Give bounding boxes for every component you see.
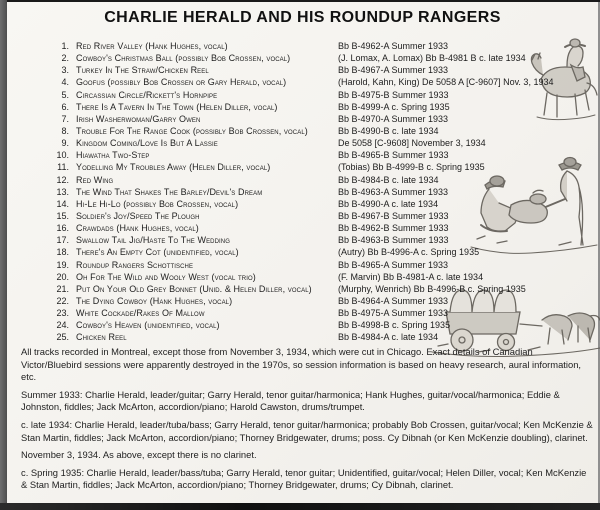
session-note-paragraph: All tracks recorded in Montreal, except those from November 3, 1934, which were cut in Chicago. Exact details of Canadian Victor/Bluebird sessions were apparently destroyed in the 1970s, so session information is based on heavy research, aural information, etc. — [21, 346, 582, 383]
track-issue-and-date: (F. Marvin) Bb B-4981-A c. late 1934 — [338, 271, 484, 282]
scan-edge-bottom — [0, 503, 600, 510]
track-row — [7, 320, 598, 332]
track-row — [7, 150, 598, 162]
track-issue-and-date: Bb B-4984-A c. late 1934 — [338, 332, 439, 343]
track-title: Cowboy's Heaven (unidentified, vocal) — [76, 320, 220, 331]
scan-edge-top — [0, 0, 600, 2]
track-issue-and-date: Bb B-4999-A c. Spring 1935 — [338, 101, 450, 112]
track-title: White Cockade/Rakes Of Mallow — [76, 308, 205, 319]
track-title: Oh For The Wild and Wooly West (vocal trio) — [76, 271, 256, 282]
cd-tray-card-scan — [7, 2, 598, 503]
scan-edge-left — [0, 0, 7, 510]
track-title: Chicken Reel — [76, 332, 127, 343]
track-title: Put On Your Old Grey Bonnet (Unid. & Helen Diller, vocal) — [76, 283, 312, 294]
track-issue-and-date: Bb B-4970-A Summer 1933 — [338, 113, 449, 124]
track-row — [7, 90, 598, 102]
track-number: 21. — [56, 283, 69, 294]
track-title: Yodelling My Troubles Away (Helen Diller, vocal) — [76, 162, 271, 173]
track-issue-and-date: (Tobias) Bb B-4999-B c. Spring 1935 — [338, 162, 485, 173]
track-issue-and-date: Bb B-4998-B c. Spring 1935 — [338, 320, 451, 331]
track-issue-and-date: Bb B-4964-A Summer 1933 — [338, 295, 449, 306]
track-issue-and-date: Bb B-4975-B Summer 1933 — [338, 89, 449, 100]
track-number: 8. — [61, 125, 69, 136]
track-number: 25. — [56, 332, 69, 343]
track-issue-and-date: Bb B-4962-B Summer 1933 — [338, 223, 449, 234]
track-number: 13. — [56, 186, 69, 197]
track-number: 12. — [56, 174, 69, 185]
track-number: 1. — [61, 41, 69, 51]
track-title: Irish Washerwoman/Garry Owen — [76, 113, 201, 124]
track-issue-and-date: Bb B-4967-A Summer 1933 — [338, 65, 449, 76]
track-number: 20. — [56, 271, 69, 282]
page-title: CHARLIE HERALD AND HIS ROUNDUP RANGERS — [104, 9, 501, 26]
track-title: Cowboy's Christmas Ball (possibly Bob Crossen, vocal) — [76, 53, 291, 64]
track-issue-and-date: Bb B-4990-B c. late 1934 — [338, 125, 439, 136]
track-title: Red Wing — [76, 174, 114, 185]
track-title: Hiawatha Two-Step — [76, 150, 150, 161]
track-title: Turkey In The Straw/Chicken Reel — [76, 65, 209, 76]
track-row — [7, 260, 598, 272]
session-notes — [21, 346, 593, 497]
session-note-paragraph: c. Spring 1935: Charlie Herald, leader/bass/tuba; Garry Herald, tenor guitar; Unidentified, guitar/vocal; Helen Diller, vocal; Ken McKenzie & Stan Martin, fiddles; Jack McArton, accordion/piano; Thorney Bridgewater, drums; Cy Dibnah, clarinet. — [21, 466, 587, 491]
track-row — [7, 65, 598, 77]
track-issue-and-date: Bb B-4967-B Summer 1933 — [338, 210, 449, 221]
session-note-paragraph: c. late 1934: Charlie Herald, leader/tuba/bass; Garry Herald, tenor guitar/harmonica; probably Bob Crossen, guitar/vocal; Ken McKenzie & Stan Martin, fiddles; Jack McArton, accordion/piano; Thorney Bridgewater, drums; poss. Cy Dibnah (or Ken McKenzie doubling), clarinet. — [21, 418, 593, 443]
track-row — [7, 114, 598, 126]
track-number: 19. — [56, 259, 69, 270]
track-row — [7, 308, 598, 320]
track-issue-and-date: Bb B-4963-A Summer 1933 — [338, 186, 449, 197]
track-title: There Is A Tavern In The Town (Helen Diller, vocal) — [76, 101, 278, 112]
track-title: Circassian Circle/Rickett's Hornpipe — [76, 89, 218, 100]
track-row — [7, 187, 598, 199]
track-title: Roundup Rangers Schottische — [76, 259, 194, 270]
track-number: 5. — [61, 89, 69, 100]
track-title: Hi-Le Hi-Lo (possibly Bob Crossen, vocal) — [76, 198, 239, 209]
track-row — [7, 296, 598, 308]
track-number: 2. — [61, 53, 69, 64]
track-number: 16. — [56, 223, 69, 234]
track-number: 3. — [61, 65, 69, 76]
track-row — [7, 199, 598, 211]
track-issue-and-date: (Murphy, Wenrich) Bb B-4996-B c. Spring 1935 — [338, 283, 526, 294]
track-number: 6. — [61, 101, 69, 112]
track-row — [7, 162, 598, 174]
track-number: 10. — [56, 150, 69, 161]
track-title: Goofus (possibly Bob Crossen or Gary Herald, vocal) — [76, 77, 287, 88]
track-number: 17. — [56, 235, 69, 246]
track-list — [7, 41, 598, 345]
track-row — [7, 247, 598, 259]
track-title: The Dying Cowboy (Hank Hughes, vocal) — [76, 295, 233, 306]
track-number: 11. — [57, 162, 69, 173]
track-number: 23. — [56, 308, 69, 319]
track-row — [7, 41, 598, 53]
track-issue-and-date: Bb B-4975-A Summer 1933 — [338, 308, 449, 319]
track-row — [7, 272, 598, 284]
track-number: 18. — [56, 247, 69, 258]
track-issue-and-date: Bb B-4965-B Summer 1933 — [338, 150, 449, 161]
track-row — [7, 284, 598, 296]
track-issue-and-date: Bb B-4963-B Summer 1933 — [338, 235, 449, 246]
track-row — [7, 138, 598, 150]
track-title: Soldier's Joy/Speed The Plough — [76, 210, 200, 221]
track-number: 15. — [56, 210, 69, 221]
track-row — [7, 235, 598, 247]
track-row — [7, 102, 598, 114]
track-row — [7, 77, 598, 89]
track-issue-and-date: (J. Lomax, A. Lomax) Bb B-4981 B c. late 1934 — [338, 53, 526, 64]
track-issue-and-date: (Harold, Kahn, King) De 5058 A [C-9607] Nov. 3, 1934 — [338, 77, 554, 88]
track-row — [7, 175, 598, 187]
track-issue-and-date: Bb B-4984-B c. late 1934 — [338, 174, 439, 185]
track-title: There's An Empty Cot (unidentified, vocal) — [76, 247, 239, 258]
track-row — [7, 211, 598, 223]
session-note-paragraph: Summer 1933: Charlie Herald, leader/guitar; Garry Herald, tenor guitar/harmonica; Hank Hughes, guitar/vocal/harmonica; Eddie & Johnston, fiddles; Jack McArton, accordion/piano; Harold Cawston, drums/trumpet. — [21, 388, 560, 413]
track-title: Red River Valley (Hank Hughes, vocal) — [76, 41, 228, 51]
track-title: Trouble For The Range Cook (possibly Bob Crossen, vocal) — [76, 125, 308, 136]
track-issue-and-date: (Autry) Bb B-4996-A c. Spring 1935 — [338, 247, 480, 258]
track-number: 9. — [61, 138, 69, 149]
track-issue-and-date: Bb B-4990-A c. late 1934 — [338, 198, 439, 209]
track-number: 7. — [61, 113, 69, 124]
track-title: Swallow Tail Jig/Haste To The Wedding — [76, 235, 230, 246]
track-row — [7, 223, 598, 235]
track-issue-and-date: De 5058 [C-9608] November 3, 1934 — [338, 138, 486, 149]
track-number: 4. — [61, 77, 69, 88]
track-number: 22. — [56, 295, 69, 306]
track-issue-and-date: Bb B-4962-A Summer 1933 — [338, 41, 449, 51]
track-number: 24. — [56, 320, 69, 331]
track-row — [7, 126, 598, 138]
track-row — [7, 332, 598, 344]
track-title: Crawdads (Hank Hughes, vocal) — [76, 223, 199, 234]
track-issue-and-date: Bb B-4965-A Summer 1933 — [338, 259, 449, 270]
track-row — [7, 53, 598, 65]
track-title: Kingdom Coming/Love Is But A Lassie — [76, 138, 218, 149]
track-title: The Wind That Shakes The Barley/Devil's Dream — [76, 186, 263, 197]
session-note-paragraph: November 3, 1934. As above, except there is no clarinet. — [21, 449, 257, 461]
track-number: 14. — [56, 198, 69, 209]
